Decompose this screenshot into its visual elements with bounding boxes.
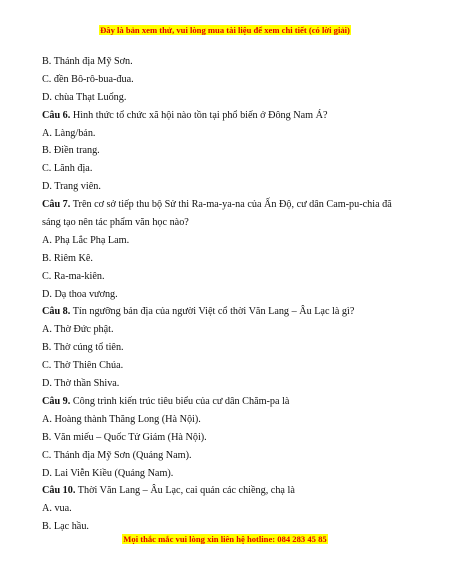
question-label: Câu 9. [42,395,71,407]
option-line: B. Riêm Kê. [42,252,93,264]
question-label: Câu 8. [42,306,71,318]
option-line: D. chùa Thạt Luổng. [42,91,127,103]
question-label: Câu 10. [42,485,76,497]
question-text: Tín ngưỡng bản địa của người Việt cổ thời Văn Lang – Âu Lạc là gì? [72,306,355,318]
option-line: D. Dạ thoa vương. [42,288,118,300]
question-text: Hình thức tổ chức xã hội nào tồn tại phổ biến ở Đông Nam Á? [72,109,328,121]
preview-notice-banner [0,25,450,35]
option-line: A. Thờ Đức phật. [42,324,114,336]
question-9 [42,393,412,411]
option-line: A. Làng/bản. [42,127,96,139]
option-line: D. Thờ thần Shiva. [42,378,120,390]
option-line: D. Lai Viễn Kiều (Quảng Nam). [42,467,174,479]
option-line: A. Phạ Lắc Phạ Lam. [42,234,130,246]
question-8 [42,303,412,321]
option-line: D. Trang viên. [42,181,101,193]
option-line: C. Thờ Thiên Chúa. [42,360,124,372]
question-label: Câu 6. [42,109,71,121]
option-line: C. Ra-ma-kiên. [42,270,105,282]
option-line: B. Điền trang. [42,145,100,157]
option-line: C. đền Bô-rô-bua-đua. [42,73,134,85]
question-6 [42,107,412,125]
option-line: A. Hoàng thành Thăng Long (Hà Nội). [42,413,201,425]
question-text: Công trình kiến trúc tiêu biểu của cư dân Chăm-pa là [72,395,290,407]
option-line: B. Lạc hầu. [42,521,89,533]
document-body [42,53,412,536]
hotline-text: Mọi thắc mắc vui lòng xin liên hệ hotline: 084 283 45 85 [123,534,327,544]
option-line: B. Văn miếu – Quốc Tử Giám (Hà Nội). [42,431,207,443]
option-line: A. vua. [42,503,72,515]
option-line: C. Lãnh địa. [42,163,93,175]
question-7 [42,196,412,232]
option-line: B. Thánh địa Mỹ Sơn. [42,56,133,67]
question-text: Trên cơ sở tiếp thu bộ Sử thi Ra-ma-ya-na của Ấn Độ, cư dân Cam-pu-chia đã sáng tạo nên tác phẩm văn học nào? [42,199,392,229]
hotline-banner [0,534,450,544]
option-line: B. Thờ cúng tổ tiên. [42,342,124,354]
question-text: Thời Văn Lang – Âu Lạc, cai quản các chiềng, chạ là [77,485,295,497]
question-label: Câu 7. [42,199,71,211]
option-line: C. Thánh địa Mỹ Sơn (Quảng Nam). [42,449,192,461]
preview-notice-text: Đây là bản xem thử, vui lòng mua tài liệu để xem chi tiết (có lời giải) [100,25,350,35]
question-10 [42,482,412,500]
